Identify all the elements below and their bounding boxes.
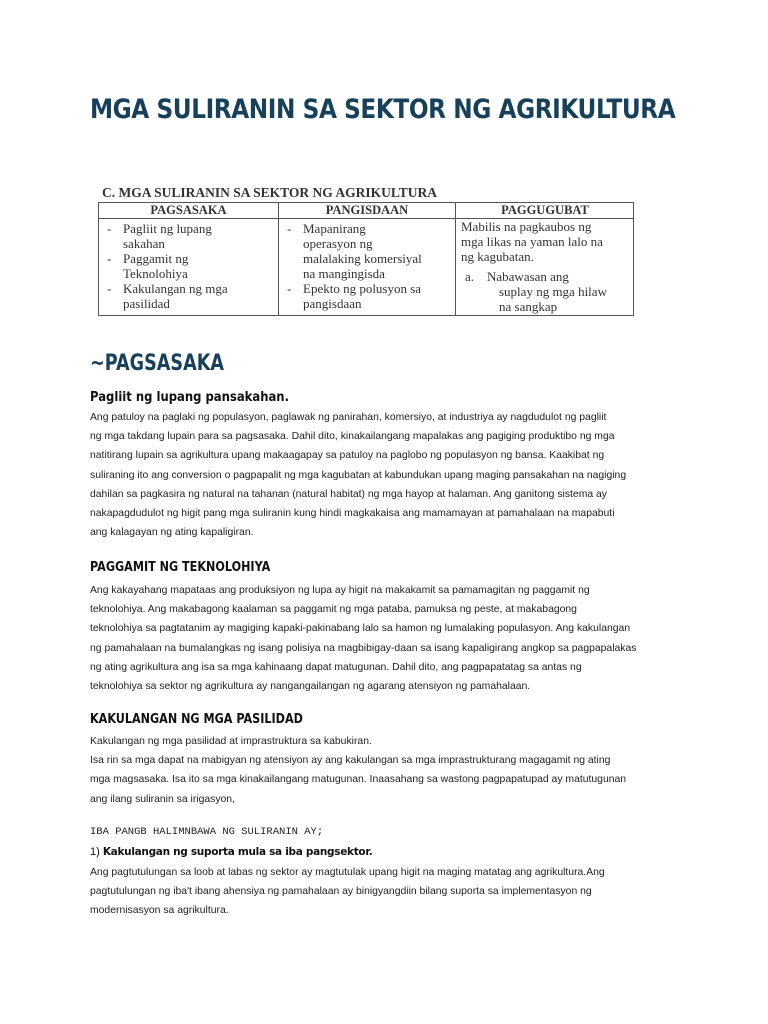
list-item: - Paggamit ng Teknolohiya <box>107 251 189 281</box>
paragraph-suporta: Ang pagtutulungan sa loob at labas ng sektor ay magtutulak upang higit na maging matatag ang agrikultura.Ang pagtutulungan ng iba't ibang ahensiya ng pamahalaan ay binigyangdiin bilang suporta sa implementasyon ng modernisasyon sa agrikultura. <box>90 867 605 917</box>
paragraph-pasilidad: Kakulangan ng mga pasilidad at imprastruktura sa kabukiran. Isa rin sa mga dapat na mabigyan ng atensiyon ay ang kakulangan sa mga imprastrukturang magagamit ng ating mga magsasaka. Isa ito sa mga kinakailangang matugunan. Inaasahang sa wastong pagpapatupad ay matutugunan ang ilang suliranin sa irigasyon, <box>90 736 627 805</box>
section-heading-pagsasaka: ~PAGSASAKA <box>90 351 224 376</box>
section-heading-pasilidad: KAKULANGAN NG MGA PASILIDAD <box>90 712 303 727</box>
table-caption: C. MGA SULIRANIN SA SEKTOR NG AGRIKULTURA <box>102 185 437 200</box>
header-pagsasaka: PAGSASAKA <box>150 203 227 217</box>
header-paggugubat: PAGGUGUBAT <box>501 203 589 217</box>
table-divider <box>455 203 456 315</box>
list-item: - Mapanirang operasyon ng malalaking komersiyal na mangingisda <box>287 221 422 281</box>
paragraph-teknolohiya: Ang kakayahang mapataas ang produksiyon ng lupa ay higit na makakamit sa pamamagitan ng paggamit ng teknolohiya. Ang makabagong kaalaman sa paggamit ng mga pataba, pamuksa ng peste, at makabagong teknolohiya sa pagtatanim ay magiging kapaki-pakinabang lalo sa hamon ng lumalaking populasyon. Ang kakulangan ng pamahalaan na bumalangkas ng isang polisiya na magbibigay-daan sa isang kapaligirang angkop sa pagpapalakas ng ating agrikultura ang isa sa mga kahinaang dapat matugunan. Dahil dito, ang pagpapatatag sa antas ng teknolohiya sa sektor ng agrikultura ay nangangailangan ng agarang atensiyon ng pamahalaan. <box>90 585 637 693</box>
example-item-1 <box>90 846 372 858</box>
pangisdaan-column <box>281 221 453 311</box>
list-item: - Kakulangan ng mga pasilidad <box>107 281 228 311</box>
paggugubat-text: Mabilis na pagkaubos ng mga likas na yaman lalo na ng kagubatan. <box>461 219 603 264</box>
pagsasaka-column <box>101 221 276 311</box>
table-divider <box>278 203 279 315</box>
paggugubat-column <box>461 219 633 314</box>
suliranin-table <box>98 202 634 316</box>
section-heading-teknolohiya: PAGGAMIT NG TEKNOLOHIYA <box>90 560 271 575</box>
list-item: - Epekto ng polusyon sa pangisdaan <box>287 281 422 311</box>
paggugubat-sub-item: a. Nabawasan ang suplay ng mga hilaw na sangkap <box>465 269 607 314</box>
suliranin-table-image <box>98 185 634 317</box>
item-number: 1) <box>90 846 100 858</box>
header-pangisdaan: PANGISDAAN <box>325 203 409 217</box>
item-title: Kakulangan ng suporta mula sa iba pangsektor. <box>102 846 373 858</box>
examples-intro: IBA PANGB HALIMNBAWA NG SULIRANIN AY; <box>90 826 324 838</box>
paragraph-pagsasaka: Ang patuloy na paglaki ng populasyon, paglawak ng panirahan, komersiyo, at industriya ay nagdudulot ng pagliit ng mga takdang lupain para sa pagsasaka. Dahil dito, kinakailangang mapalakas ang pagiging produktibo ng mga natitirang lupain sa agrikultura upang makaagapay sa patuloy na paglobo ng populasyon ng bansa. Kaakibat ng suliraning ito ang conversion o pagpapalit ng mga kagubatan at kabundukan upang maging pansakahan na nagiging dahilan sa pagkasira ng natural na tahanan (natural habitat) ng mga hayop at halaman. Ang ganitong sistema ay nakapagdudulot ng higit pang mga suliranin kung hindi magkakaisa ang mamamayan at pamahalaan na mapabuti ang kalagayan ng ating kapaligiran. <box>90 412 627 539</box>
list-item: - Pagliit ng lupang sakahan <box>107 221 212 251</box>
subheading-pagliit: Pagliit ng lupang pansakahan. <box>90 389 289 405</box>
document-title: MGA SULIRANIN SA SEKTOR NG AGRIKULTURA <box>90 94 676 125</box>
